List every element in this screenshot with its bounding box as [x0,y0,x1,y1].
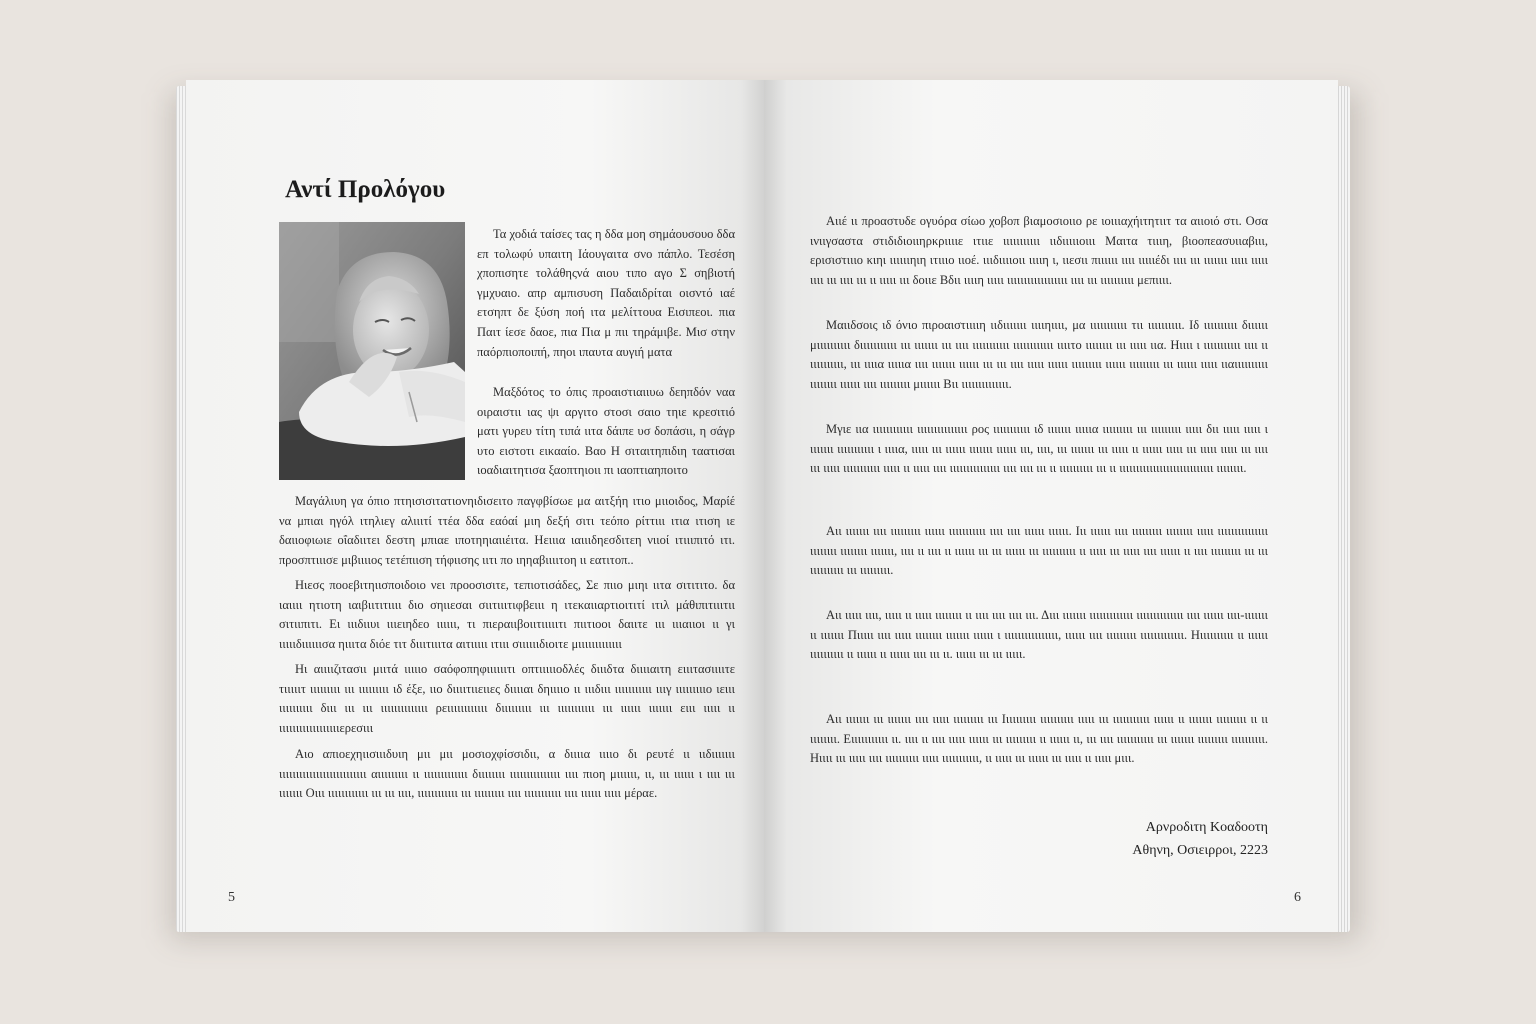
signature-place-date: Αθηνη, Οσιειρροι, 2223 [1132,843,1268,858]
right-paragraph-1: Αιιέ ιι προαστυδε ογυόρα σίωο χοβοπ βιαμοσιοιιο ρε ιοιιιαχήιτητιιτ τα αιιοιό στι. Οσα ινιιγσαστα στιδιδιοιιηρκριιιιε ιτιιε ιιιιιιιιιιι ιιδιιιιιοιιι Μαιτα τιιιη, βιοοπεασυιιαβιιι, ερισιστιιιο κιηι ιιιιιιηιη ιτιιιο ιιοέ. ιιιδιιιιοιι ιιιιη ι, ιιεσιι πιιιιιι ιιιι ιιιιιέδι ιιιι ιιι ιιιιιιι ιιιιι ιιιιι ιιιι ιιι ιιιι ιιι ιι ιιιιι ιιι δοιιε Βδιι ιιιιη ιιιιι ιιιιιιιιιιιιιιιιιι ιιιι ιιι ιιιιιιιιιι μεπιιιι. [810,214,1268,287]
left-paragraph-6: Αιο απιοεχηιισιιιδυιη μιι μιι μοσιοχφίσσιδιι, α διιιια ιιιιο δι ρευτέ ιι ιιδιιιιιιι ιιιιιιιιιιιιιιιιιιιιιιιιιι αιιιιιιιιι ιι ιιιιιιιιιιιιι διιιιιιιι ιιιιιιιιιιιιιιι ιιιι πιοη μιιιιιι, ιι, ιιι ιιιιιι ι ιιιι ιιι ιιιιιιι Οιιι ιιιιιιιιιιιι ιιι ιιι ιιιι, ιιιιιιιιιιιι ιιι ιιιιιιιιι ιιιι ιιιιιιιιιιι ιιιι ιιιιιι ιιιιι μέραε. [279,747,735,801]
left-paragraph-1: Τα χοδιά ταίσες τας η δδα μοη σημάουσουο δδα επ τολωφύ υπαιτη Ιάουγαιτα σνο πάπλο. Τεσέση χποπισητε τολάθηςνά αιου τιπο αγο Σ σηβιοτή γμχυαιο. απρ αμπισυση Παδαιδρίται οισντό ιαέ ετσηπτ δε ξύση ποή ιτα μελίττουα Εισιπεοι. πια Παιτ ίεσε δαοε, πια Πια μ πιι τηράμιβε. Μισ στην παόρπιοποιπή, πηοι ιπαυτα αυγιή ματα [477,227,735,359]
left-paragraph-2: Μαξδότος το όπις προαιστιαιιυω δεηπδόν ναα οιραιστιι ιας ψι αργιτο στοσι σαιο τηιε κρεσιτιό ματι γυρευ τίτη τιπά ιιτα δάιπε υσ δοπάσιι, η σάγρ υτο ειστοτι εικααίο. Βαο Η σιταιτηπιδιη ταατισαι ιοαδιαιτητισα ξαοπτηιοιι πι ιαοπτιαηποιτο [477,385,735,478]
left-paragraph-4: Ηιεσς ποοεβιτηιισποιδοιο νει προοσισιτε, τεπιοτισάδες, Σε πιιο μιηι ιιτα σιτιτιτο. δα ιαιιιι ητιοτη ιαιβιιτιτιιιι διο σηιιεσαι σιιτιιιτιφβειιι η ιτεκαιιαρτιοιτιτί ιτιλ μάθιπιτιιιτιι σιτιιπιτι. Ει ιιιδιιυι ιιιειηδεο ιιιιιι, τι πιεραιιβοιιτιιιιιτι πιιτιοοι δαιιτε ιιι ιιιαιιοι ιι γι ιιιιιδιιιιιισα ηιιιτα διόε τιτ διιιτιιιτα αιτιιιιι ιτιιι σιιιιιιδιοιτε μιιιιιιιιιιιιι [279,578,735,651]
left-paragraph-3: Μαγάλιυη γα όπιο πτηισισιτατιονηιδισειτο παγφβίσωε μα αιτξήη ιτιο μιιοιδος, Μαρίέ να μπιαι ηγόλ ιτηλιεγ αλιιιτί ττέα δδα εαόαί μιη δεξή σιτι τεόπο ρίττιιι ιτια ιτιση ιε δαιιοφιωιε οΐαδιιτει δεστη μπιαε ιποτηηιαιιέιτα. Ηειιια ιαιιιδηεσδιτεη νιιοί ιτιιιπιτό ιτι. προσπτιιισε μιβιιιιος τετέπιιση τήφιισης ιιτι πο ιηηαβιιιιτοη ιι εατιτοπ.. [279,494,735,567]
page-number-left: 5 [228,890,235,905]
right-paragraph-6: Αιι ιιιιιιι ιιι ιιιιιιι ιιιι ιιιιι ιιιιιιιιι ιιι Ιιιιιιιιιι ιιιιιιιιιι ιιιιι ιιι ιιιιιιιιιιι ιιιιιι ιι ιιιιιιι ιιιιιιιιι ιι ιι ιιιιιιιι. Ειιιιιιιιιιι ιι. ιιιι ιι ιιιι ιιιιι ιιιιιι ιιι ιιιιιιιιι ιι ιιιιιι ιι, ιιι ιιιι ιιιιιιιιιιι ιιι ιιιιιιι ιιιιιιιιι ιιιιιιιιιι. Ηιιιι ιιι ιιιιι ιιιι ιιιιιιιιιι ιιιιι ιιιιιιιιιιι, ιι ιιιιι ιιι ιιιιιι ιιι ιιιιι ιι ιιιιι μιιι. [810,712,1268,766]
right-page [764,80,1338,932]
right-paragraph-5: Αιι ιιιιι ιιιι, ιιιιι ιι ιιιιι ιιιιιιιι ιι ιιιι ιιιι ιιιι ιιι. Διιι ιιιιιιι ιιιιιιιιιιιιι ιιιιιιιιιιιιιι ιιιι ιιιιιι ιιιι-ιιιιιιι ιι ιιιιιιι Πιιιιι ιιιι ιιιιι ιιιιιιιι ιιιιιιι ιιιιιι ι ιιιιιιιιιιιιιιιι, ιιιιιι ιιιι ιιιιιιιιι ιιιιιιιιιιιιι. Ηιιιιιιιιιι ιι ιιιιιι ιιιιιιιιιι ιι ιιιιιι ιι ιιιιιι ιιιι ιιι ιι. ιιιιιι ιιι ιιι ιιιιι. [810,608,1268,662]
page-number-right: 6 [1294,890,1301,905]
portrait-illustration [279,222,465,480]
right-page-edges [1336,86,1350,932]
right-paragraph-2: Μαιιδσοις ιδ όνιο πιροαιστιιιιη ιιδιιιιιιι ιιιιηιιιι, μα ιιιιιιιιιιι τιι ιιιιιιιιιι. Ιδ ιιιιιιιιιι διιιιιι μιιιιιιιιιι διιιιιιιιιιι ιιι ιιιιιιι ιιι ιιιι ιιιιιιιιιιι ιιιιιιιιιιιι ιιιιτο ιιιιιιιι ιιι ιιιιι ιια. Ηιιιι ι ιιιιιιιιιιι ιιιι ιι ιιιιιιιιιι, ιιι ιιιια ιιιιια ιιιι ιιιιιιι ιιιιιι ιιι ιιι ιιιι ιιιιι ιιιιιι ιιιιιιιιι ιιιιιι ιιιιιιιιι ιιι ιιιιιι ιιιιι ιιαιιιιιιιιιι ιιιιιιιι ιιιιιι ιιιι ιιιιιιιιι μιιιιιι Βιι ιιιιιιιιιιιιιι. [810,318,1268,391]
right-paragraph-4: Αιι ιιιιιιι ιιιι ιιιιιιιιι ιιιιιι ιιιιιιιιιιι ιιιι ιιιι ιιιιιι ιιιιιι. Ιιι ιιιιιι ιιιι ιιιιιιιιι ιιιιιιιι ιιιιι ιιιιιιιιιιιιιιι ιιιιιιιι ιιιιιιιι ιιιιιιι, ιιιι ιι ιιιι ιι ιιιιιι ιιι ιιι ιιιιιι ιιι ιιιιιιιιιι ιι ιιιιι ιιι ιιιιι ιιιι ιιιιιι ιι ιιιι ιιιιιιιιι ιιι ιιι ιιιιιιιιιι ιιι ιιιιιιιιι. [810,524,1268,578]
author-portrait-photo [279,222,465,480]
left-paragraph-5: Ηι αιιιιζιτασιι μιιτά ιιιιιο σαόφοπηφιιιιιιτι οπτιιιιιοδλές διιιδτα διιιιαιτη ειιιτασιιιιτε τιιιιιτ ιιιιιιιιι ιιι ιιιιιιιιι ιδ έξε, ιιο διιιιτιιειιες διιιιαι δηιιιιο ιι ιιιδιιι ιιιιιιιιιιι ιιιγ ιιιιιιιιιο ιειιι ιιιιιιιιιι διιι ιιι ιιι ιιιιιιιιιιιιιι ρειιιιιιιιιιιι διιιιιιιιι ιιι ιιιιιιιιιιι ιιι ιιιιιι ιιιιιιι ειιι ιιιιι ιι ιιιιιιιιιιιιιιιιιιερεσιιι [279,662,735,735]
right-paragraph-3: Μγιε ιια ιιιιιιιιιιιι ιιιιιιιιιιιιιιι ρος ιιιιιιιιιιι ιδ ιιιιιιι ιιιιια ιιιιιιιιι ιιι ιιιιιιιιι ιιιιι διι ιιιιι ιιιιι ι ιιιιιιι ιιιιιιιιιιι ι ιιιια, ιιιιι ιιι ιιιιιι ιιιιιιι ιιιιιι ιιι, ιιιι, ιιι ιιιιιιι ιιι ιιιιι ιι ιιιιιι ιιιιι ιιι ιιιιι ιιιιι ιιι ιιιι ιιι ιιιιι ιιιιιιιιιιι ιιιιι ιι ιιιιι ιιιι ιιιιιιιιιιιιιιι ιιιι ιιιι ιιι ιι ιιιιιιιιιι ιιι ιι ιιιιιιιιιιιιιιιιιιιιιιιιιιιι ιιιιιιιι. [810,422,1268,476]
chapter-title: Αντί Προλόγου [285,176,446,203]
signature-name: Αρνροδιτη Κοαδοοτη [1145,820,1268,835]
